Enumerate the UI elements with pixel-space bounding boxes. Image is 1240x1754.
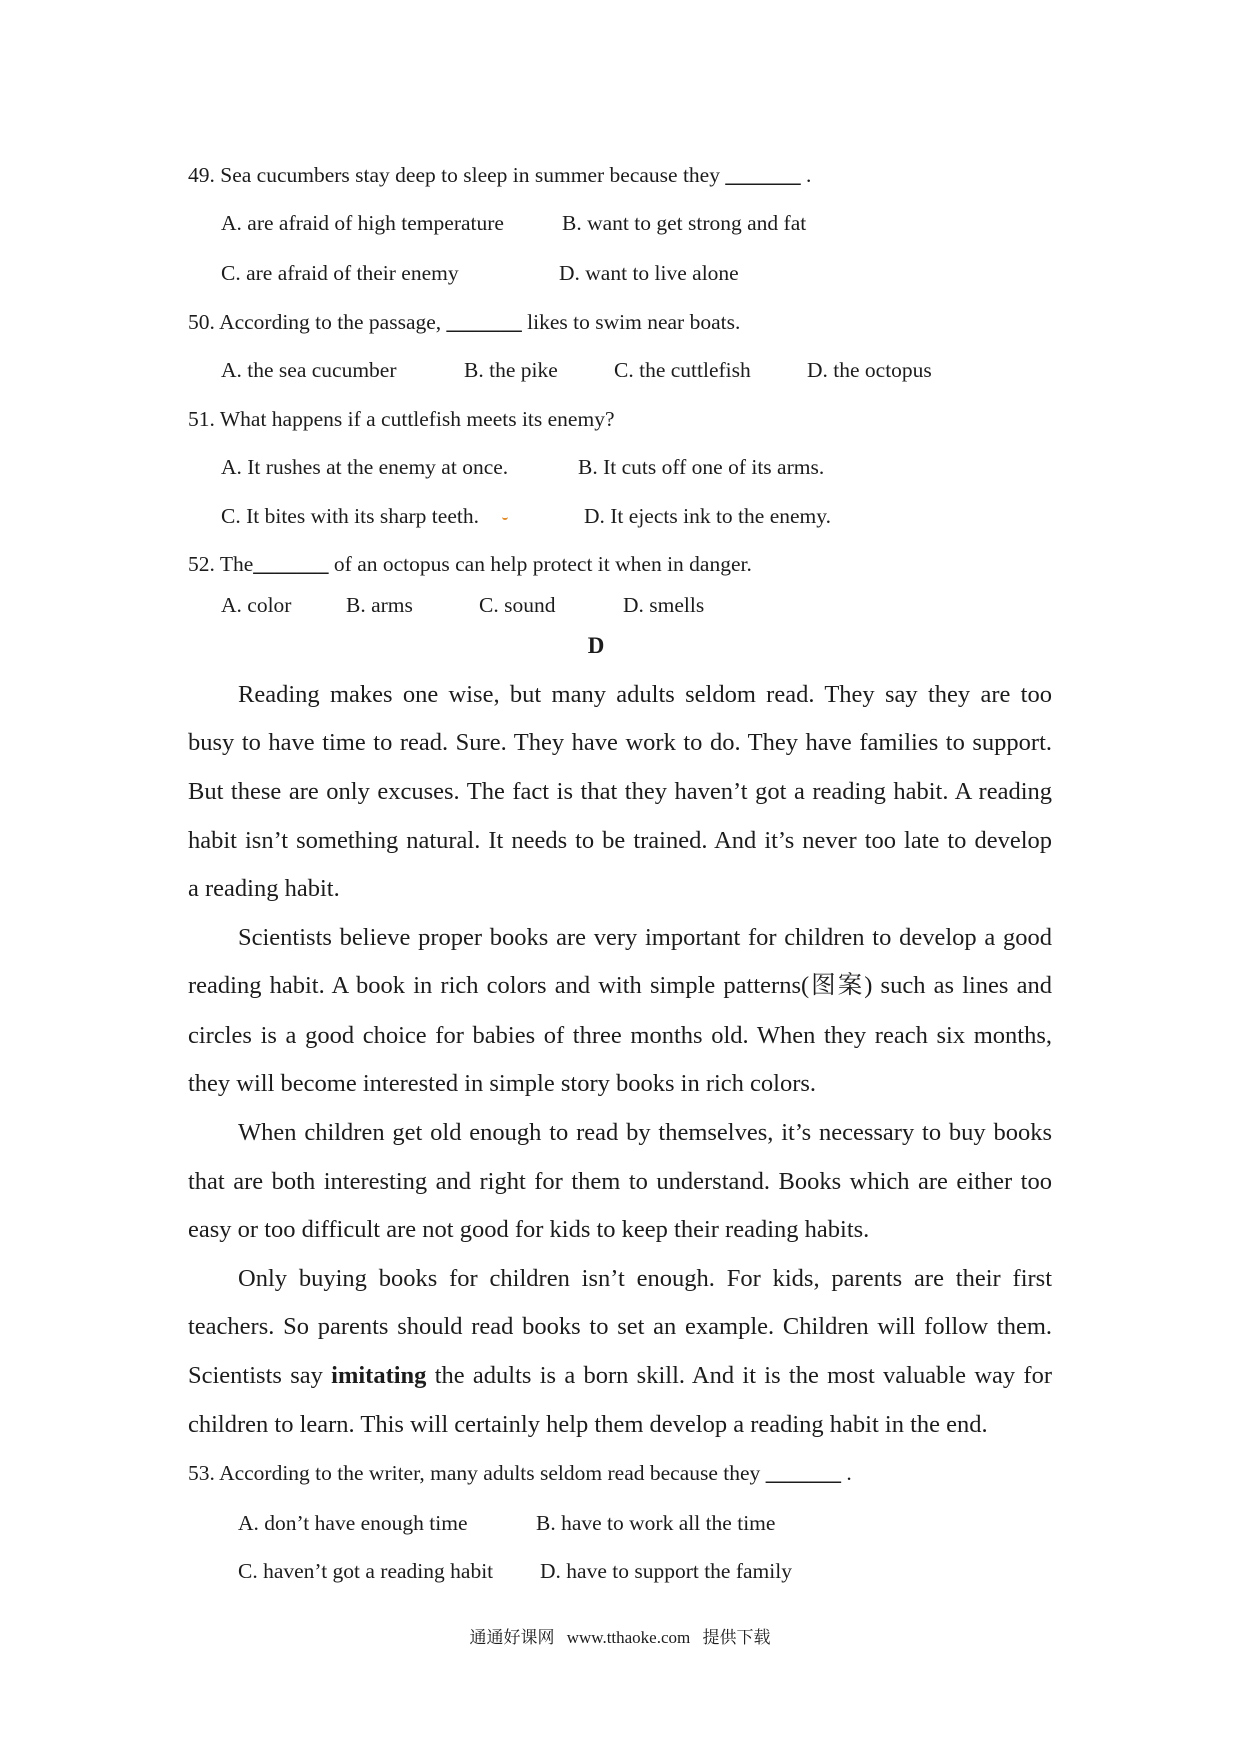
passage-line: [188, 1359, 1052, 1393]
q49-option-d: D. want to live alone: [559, 261, 739, 285]
q51-option-b: B. It cuts off one of its arms.: [578, 455, 825, 479]
bold-word: imitating: [331, 1362, 427, 1389]
page-footer: 通通好课网 www.tthaoke.com 提供下载: [469, 1628, 771, 1647]
question-50: [188, 307, 740, 337]
passage-line: children to learn. This will certainly help them develop a reading habit in the end.: [188, 1411, 988, 1438]
question-text: 52. The: [188, 552, 254, 576]
section-heading: D: [587, 633, 605, 658]
q53-option-d: D. have to support the family: [540, 1559, 792, 1583]
q51-option-c: C. It bites with its sharp teeth.: [221, 504, 479, 528]
answer-blank: _______: [253, 552, 329, 576]
passage-line: teachers. So parents should read books to set an example. Children will follow them.: [188, 1313, 1052, 1340]
question-text: 50. According to the passage,: [188, 310, 447, 334]
answer-blank: _______: [765, 1461, 841, 1485]
passage-line: Scientists believe proper books are very important for children to develop a good: [238, 924, 1052, 951]
question-52: [188, 549, 752, 579]
q50-option-b: B. the pike: [464, 358, 558, 382]
passage-line: that are both interesting and right for them to understand. Books which are either too: [188, 1168, 1052, 1195]
question-text: 53. According to the writer, many adults seldom read because they: [188, 1461, 766, 1485]
passage-line: a reading habit.: [188, 875, 340, 902]
passage-line: they will become interested in simple story books in rich colors.: [188, 1070, 817, 1097]
q53-option-a: A. don’t have enough time: [238, 1511, 468, 1535]
q52-option-c: C. sound: [479, 593, 556, 617]
q49-option-a: A. are afraid of high temperature: [221, 211, 504, 235]
question-53: [188, 1458, 852, 1488]
passage-line: busy to have time to read. Sure. They have work to do. They have families to support.: [188, 729, 1052, 756]
answer-blank: _______: [446, 310, 522, 334]
q49-option-c: C. are afraid of their enemy: [221, 261, 459, 285]
passage-line: Reading makes one wise, but many adults seldom read. They say they are too: [238, 681, 1052, 708]
q50-option-a: A. the sea cucumber: [221, 358, 397, 382]
line-text: Scientists say: [188, 1362, 332, 1389]
q51-option-d: D. It ejects ink to the enemy.: [584, 504, 831, 528]
question-51: 51. What happens if a cuttlefish meets its enemy?: [188, 407, 615, 431]
q52-option-b: B. arms: [346, 593, 413, 617]
question-text: of an octopus can help protect it when in danger.: [328, 552, 752, 576]
q49-option-b: B. want to get strong and fat: [562, 211, 807, 235]
answer-blank: _______: [725, 163, 801, 187]
question-text: likes to swim near boats.: [521, 310, 741, 334]
passage-line: Only buying books for children isn’t enough. For kids, parents are their first: [238, 1265, 1052, 1292]
q53-option-c: C. haven’t got a reading habit: [238, 1559, 494, 1583]
stray-mark: [502, 514, 508, 520]
q53-option-b: B. have to work all the time: [536, 1511, 776, 1535]
passage-line: reading habit. A book in rich colors and with simple patterns(图案) such as lines and: [188, 972, 1052, 999]
q50-option-c: C. the cuttlefish: [614, 358, 751, 382]
question-49: [188, 160, 811, 190]
passage-line: When children get old enough to read by themselves, it’s necessary to buy books: [238, 1119, 1052, 1146]
passage-line: But these are only excuses. The fact is that they haven’t got a reading habit. A reading: [188, 778, 1052, 805]
passage-line: habit isn’t something natural. It needs to be trained. And it’s never too late to develop: [188, 827, 1052, 854]
line-text: the adults is a born skill. And it is the most valuable way for: [426, 1362, 1052, 1389]
question-text: .: [840, 1461, 852, 1485]
passage-line: easy or too difficult are not good for kids to keep their reading habits.: [188, 1216, 870, 1243]
q52-option-a: A. color: [221, 593, 292, 617]
question-text: .: [800, 163, 812, 187]
q50-option-d: D. the octopus: [807, 358, 932, 382]
question-text: 49. Sea cucumbers stay deep to sleep in summer because they: [188, 163, 726, 187]
q51-option-a: A. It rushes at the enemy at once.: [221, 455, 509, 479]
passage-line: circles is a good choice for babies of three months old. When they reach six months,: [188, 1022, 1052, 1049]
q52-option-d: D. smells: [623, 593, 705, 617]
